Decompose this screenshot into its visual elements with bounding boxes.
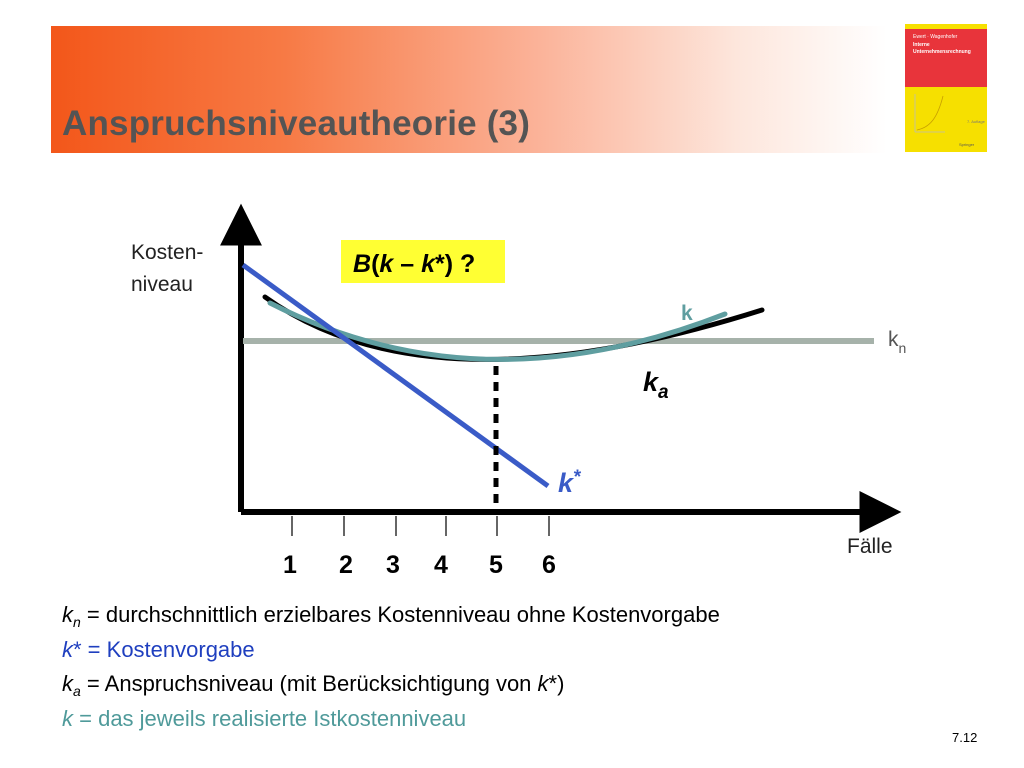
ka-curve-label xyxy=(643,367,669,403)
kstar-label-base: k xyxy=(558,468,574,498)
legend-kn-eq: = xyxy=(80,602,106,627)
x-tick-label-3: 3 xyxy=(386,551,400,579)
ka-label-sub: a xyxy=(658,382,669,403)
slide-title: Anspruchsniveautheorie (3) xyxy=(62,104,531,143)
ka-label-base: k xyxy=(643,367,659,397)
kstar-label-sup: * xyxy=(573,467,581,488)
page-number: 7.12 xyxy=(952,730,978,745)
x-axis-label: Fälle xyxy=(847,535,893,558)
legend-k-desc: das jeweils realisierte Istkostenniveau xyxy=(98,705,467,731)
kn-line-label xyxy=(888,328,906,356)
x-tick-label-6: 6 xyxy=(542,551,556,579)
legend-kstar-desc: Kostenvorgabe xyxy=(106,636,255,662)
legend-kstar-eq: = xyxy=(81,636,107,662)
kn-label-base: k xyxy=(888,328,899,351)
legend-row-k xyxy=(62,702,720,737)
legend-ka-eq: = xyxy=(80,671,105,696)
x-tick-label-2: 2 xyxy=(339,551,353,579)
x-tick-label-4: 4 xyxy=(434,551,448,579)
x-tick-label-5: 5 xyxy=(489,551,503,579)
q-b: B xyxy=(353,250,372,278)
kn-label-sub: n xyxy=(898,340,907,356)
legend-kstar-sup: * xyxy=(73,636,82,662)
book-author: Ewert · Wagenhofer xyxy=(913,34,958,40)
q-minus: – xyxy=(393,250,422,278)
q-close: ) ? xyxy=(444,250,476,278)
legend-k-sym: k xyxy=(62,705,73,731)
legend-kn-desc: durchschnittlich erzielbares Kostenniveau ohne Kostenvorgabe xyxy=(105,602,720,627)
book-edition: 7. Auflage xyxy=(967,119,985,124)
book-title-line2: Unternehmensrechnung xyxy=(913,49,971,55)
legend-ka-sub: a xyxy=(73,683,81,699)
legend-row-kstar xyxy=(62,633,720,668)
legend-kn-sym: k xyxy=(62,602,73,627)
y-axis-label-line2: niveau xyxy=(131,273,193,296)
legend-row-ka xyxy=(62,667,720,702)
legend-kstar-sym: k xyxy=(62,636,73,662)
book-title-line1: Interne xyxy=(913,42,930,48)
x-tick-label-1: 1 xyxy=(283,551,297,579)
k-curve-label: k xyxy=(681,302,693,325)
q-star: * xyxy=(435,250,445,278)
legend-row-kn xyxy=(62,598,720,633)
kstar-line xyxy=(243,265,548,486)
legend-ka-desc-end: ) xyxy=(557,671,565,696)
legend-k-eq: = xyxy=(73,705,99,731)
book-publisher: Springer xyxy=(959,142,975,147)
kstar-line-label xyxy=(558,467,582,498)
legend-kn-sub: n xyxy=(73,614,81,630)
question-box-text xyxy=(353,250,475,278)
legend-ka-desc: Anspruchsniveau (mit Berücksichtigung von xyxy=(104,671,538,696)
q-open: ( xyxy=(371,250,380,278)
legend xyxy=(62,598,720,736)
q-k: k xyxy=(379,250,394,278)
legend-ka-sym: k xyxy=(62,671,73,696)
y-axis-label-line1: Kosten- xyxy=(131,241,204,264)
q-kstar: k xyxy=(421,250,435,278)
legend-ka-desc-sym: k xyxy=(537,671,549,696)
legend-ka-desc-sup: * xyxy=(548,671,558,696)
